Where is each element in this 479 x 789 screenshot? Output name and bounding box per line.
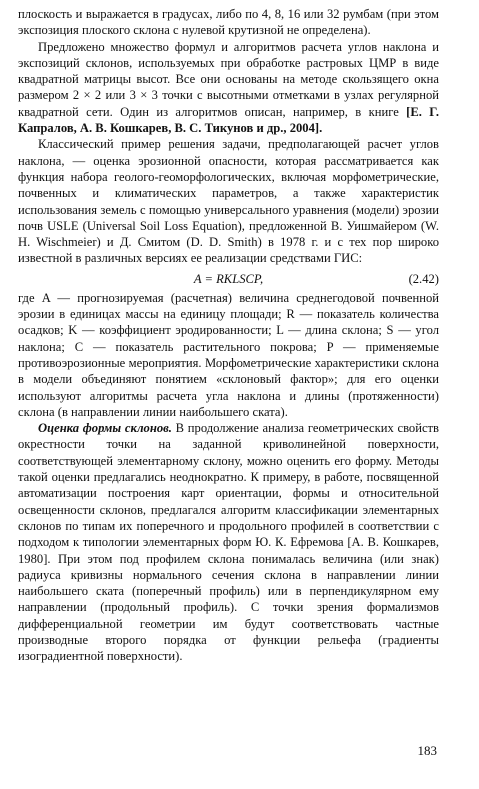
section-heading: Оценка формы склонов. (38, 421, 172, 436)
paragraph-5-text: В продолжение анализа геометрических свойств окрестности точки на заданной криволинейной поверхности, соответствующей элементарному склону, можно оценить его форму. Методы такой оценки предлагались неоднократно. К примеру, в работе, посвященной автоматизации построения карт ориентации, формы и относительной освещенности склонов, предлагался алгоритм классификации элементарных склонов по типам их поперечного и продольного профилей в соответствии с подходом к типологии элементарных форм Ю. К. Ефремова [А. В. Кошкарев, 1980]. При этом под профилем склона понималась величина (или знак) радиуса кривизны нормального сечения склона в направлении линии наибольшего ската (поперечный профиль) или в перпендикулярном ему направлении (продольный профиль). С точки зрения формализмов дифференциальной геометрии им будут соответствовать частные производные второго порядка от функции рельефа (градиенты изоградиентной поверхности). (18, 421, 440, 664)
paragraph-2-text: Предложено множество формул и алгоритмов расчета углов наклона и экспозиций склонов, используемых при обработке растровых ЦМР в виде квадратной матрицы высот. Все они основаны на методе скользящего окна размером 2 × 2 или 3 × 3 точки с высотными отметками в узлах регулярной квадратной сети. Один из алгоритмов описан, например, в книге (18, 39, 439, 119)
page-number: 183 (417, 743, 437, 758)
paragraph-4: где A — прогнозируемая (расчетная) величина среднегодовой почвенной эрозии в единицах массы на единицу площади; R — показатель количества осадков; K — коэффициент эродированности; L — длина склона; S — угол наклона; C — показатель растительного покрова; P — применяемые противоэрозионные мероприятия. Морфометрические характеристики склона в модели объединяют понятием «склоновый фактор»; для его оценки используют алгоритмы расчета угла наклона и длины (протяженности) склона (в направлении линии наибольшего ската). (18, 290, 439, 419)
paragraph-1: плоскость и выражается в градусах, либо по 4, 8, 16 или 32 румбам (при этом экспозиция плоского склона с нулевой крутизной не определена). (18, 7, 439, 38)
formula-expression: A = RKLSCP, (193, 271, 264, 286)
paragraph-5 (18, 420, 439, 664)
equation-number: (2.42) (408, 271, 439, 286)
paragraph-3: Классический пример решения задачи, предполагающей расчет углов наклона, — оценка эрозионной опасности, которая рассматривается как функция набора геолого-геоморфологических, включая морфометрические, почвенных и климатических параметров, а также характеристик использования земель с помощью универсального уравнения (модели) эрозии почв USLE (Universal Soil Loss Equation), предложенной В. Уишмайером (W. H. Wischmeier) и Д. Смитом (D. D. Smith) в 1978 г. и с тех пор широко известной в различных версиях ее реализации средствами ГИС: (18, 137, 439, 266)
citation-reference: [Е. Г. Капралов, А. В. Кошкарев, В. С. Тикунов и др., 2004]. (18, 104, 439, 136)
paragraph-2 (18, 39, 439, 137)
usle-formula (18, 269, 439, 289)
